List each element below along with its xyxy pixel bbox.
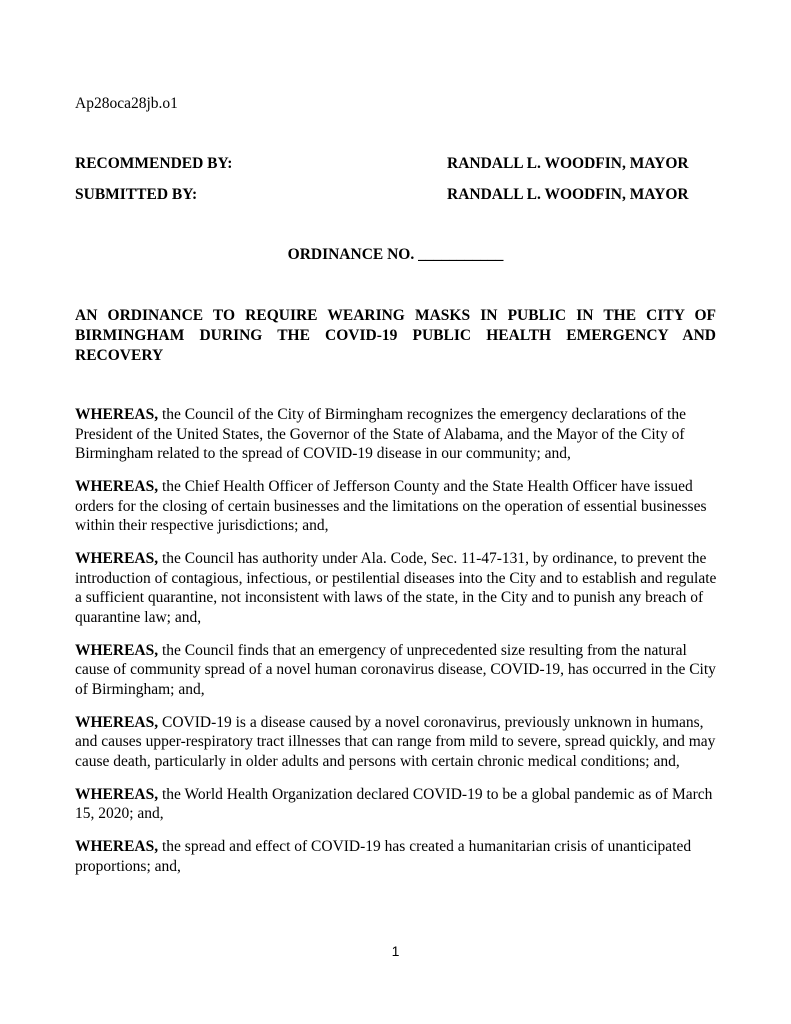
whereas-keyword: WHEREAS, (75, 713, 159, 731)
whereas-keyword: WHEREAS, (75, 785, 159, 803)
whereas-paragraph (75, 713, 720, 772)
recommended-by-value: RANDALL L. WOODFIN, MAYOR (447, 155, 689, 172)
whereas-paragraph (75, 785, 720, 824)
ordinance-title: AN ORDINANCE TO REQUIRE WEARING MASKS IN PUBLIC IN THE CITY OF BIRMINGHAM DURING THE COVID-19 PUBLIC HEALTH EMERGENCY AND RECOVERY (75, 307, 716, 364)
whereas-paragraph (75, 641, 720, 700)
whereas-keyword: WHEREAS, (75, 550, 159, 567)
page-number: 1 (391, 943, 400, 959)
whereas-keyword: WHEREAS, (75, 406, 159, 423)
whereas-keyword: WHEREAS, (75, 838, 159, 855)
paragraph-text: the Council of the City of Birmingham recognizes the emergency declarations of the President of the United States, the Governor of the State of Alabama, and the Mayor of the City of Birmingham related to the spread of COVID-19 disease in our community; and, (75, 406, 686, 462)
whereas-paragraph (75, 837, 720, 876)
whereas-paragraph (75, 405, 720, 464)
paragraph-text: the Council has authority under Ala. Code, Sec. 11-47-131, by ordinance, to prevent the introduction of contagious, infectious, or pestilential diseases into the City and to establish and regulate a sufficient quarantine, not inconsistent with laws of the state, in the City and to punish any breach of quarantine law; and, (75, 550, 717, 626)
paragraph-text: the World Health Organization declared COVID-19 to be a global pandemic as of March 15, 2020; and, (75, 785, 713, 822)
whereas-keyword: WHEREAS, (75, 641, 159, 659)
paragraph-text: the spread and effect of COVID-19 has created a humanitarian crisis of unanticipated proportions; and, (75, 838, 692, 875)
paragraph-text: the Council finds that an emergency of unprecedented size resulting from the natural cause of community spread of a novel human coronavirus disease, COVID-19, has occurred in the City of Birmingham; and, (75, 641, 716, 698)
whereas-keyword: WHEREAS, (75, 478, 159, 495)
whereas-paragraph (75, 477, 720, 536)
document-id: Ap28oca28jb.o1 (75, 95, 178, 112)
paragraph-text: COVID-19 is a disease caused by a novel coronavirus, previously unknown in humans, and causes upper-respiratory tract illnesses that can range from mild to severe, spread quickly, and may cause death, particularly in older adults and persons with certain chronic medical conditions; and, (75, 713, 716, 770)
submitted-by-value: RANDALL L. WOODFIN, MAYOR (447, 186, 689, 203)
recommended-by-label: RECOMMENDED BY: (75, 155, 233, 172)
whereas-paragraph (75, 549, 720, 627)
whereas-clauses (75, 405, 720, 890)
submitted-by-label: SUBMITTED BY: (75, 186, 198, 203)
ordinance-number: ORDINANCE NO. ___________ (287, 246, 504, 263)
paragraph-text: the Chief Health Officer of Jefferson County and the State Health Officer have issued orders for the closing of certain businesses and the limitations on the operation of essential businesses within their respective jurisdictions; and, (75, 478, 707, 534)
